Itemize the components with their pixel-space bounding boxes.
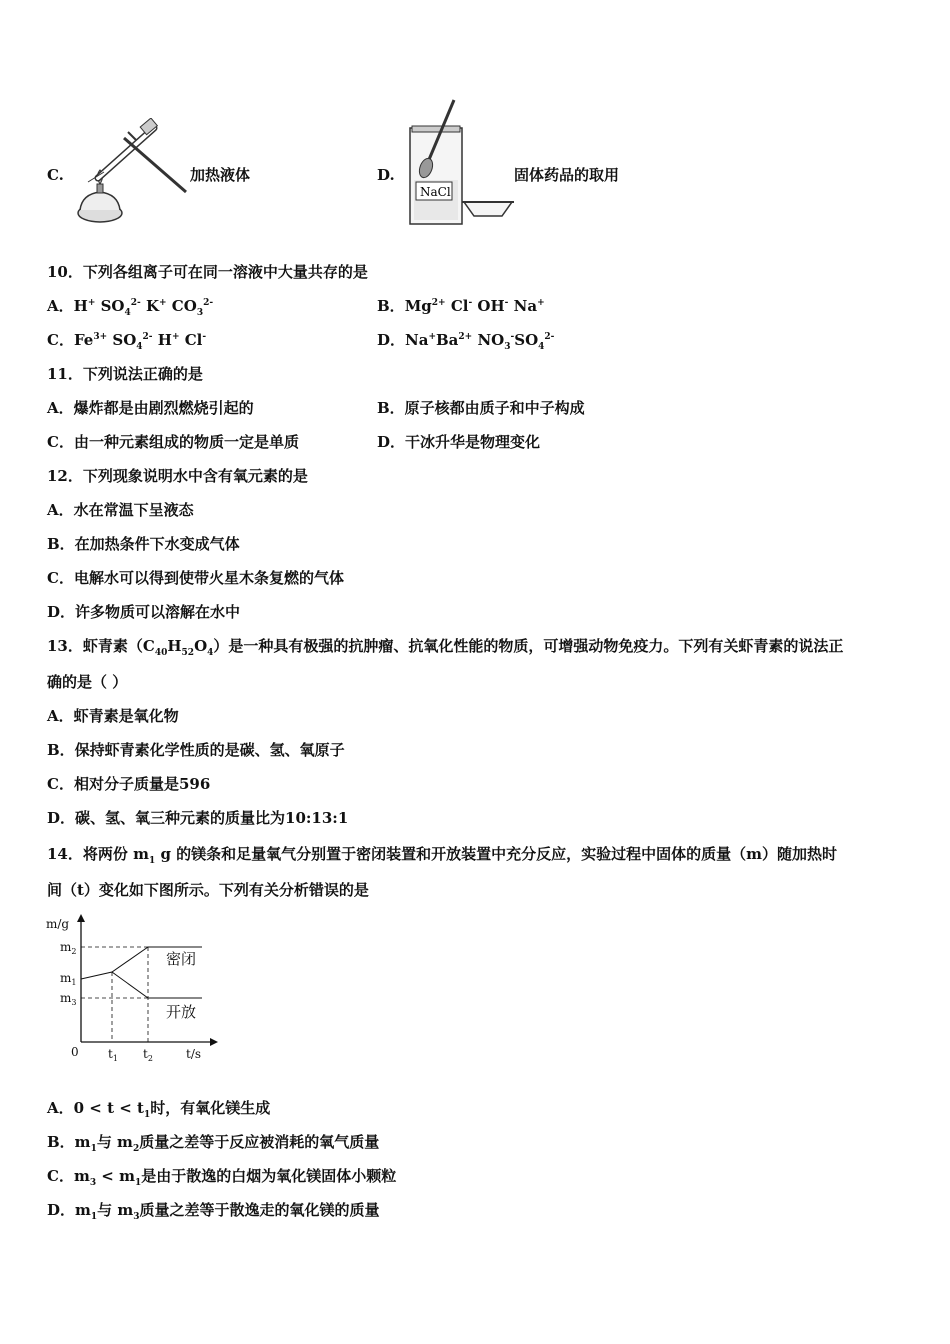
q14-option-c: C．$m_3 < m_1$是由于散逸的白烟为氧化镁固体小颗粒 (47, 1167, 397, 1188)
x-tick-t2: $t_2$ (143, 1047, 153, 1063)
y-tick-m1: $m_1$ (60, 971, 77, 987)
heating-liquid-figure (68, 118, 190, 226)
q9-d-label: D. (377, 166, 395, 184)
q14-option-d: D．$m_1$与 $m_3$质量之差等于散逸走的氧化镁的质量 (47, 1201, 380, 1222)
q14-stem: 14．将两份 $m_1$ g 的镁条和足量氧气分别置于密闭装置和开放装置中充分反应，实验过程中固体的质量（m）随加热时 (47, 845, 838, 866)
mass-time-chart (40, 912, 230, 1068)
q10-stem: 10．下列各组离子可在同一溶液中大量共存的是 (47, 263, 368, 281)
q11-option-a: A．爆炸都是由剧烈燃烧引起的 (47, 399, 254, 417)
nacl-label: NaCl (420, 185, 451, 199)
q13-stem: 13．虾青素$(C_{40}H_{52}O_4)$是一种具有极强的抗肿瘤、抗氧化性能的物质，可增强动物免疫力。下列有关虾青素的说法正 (47, 637, 844, 658)
q13-option-a: A．虾青素是氧化物 (47, 707, 179, 725)
q9-d-text: 固体药品的取用 (514, 166, 620, 184)
y-tick-m3: $m_3$ (60, 991, 77, 1007)
q13-stem-line2: 确的是（ ） (47, 673, 128, 691)
x-tick-t1: $t_1$ (108, 1047, 118, 1063)
solid-reagent-figure (402, 98, 522, 228)
q13-option-d: D．碳、氢、氧三种元素的质量比为10:13:1 (47, 809, 349, 827)
y-axis-arrow (77, 914, 85, 922)
q10-option-d: D．$Na^+Ba^{2+}$ $NO_3^-SO_4^{2-}$ (377, 331, 555, 352)
q9-c-text: 加热液体 (190, 166, 251, 184)
q14-stem-line2: 间（t）变化如下图所示。下列有关分析错误的是 (47, 881, 369, 899)
y-axis-label: m/g (46, 917, 70, 931)
x-axis-label: t/s (186, 1047, 202, 1061)
x-axis-arrow (210, 1038, 218, 1046)
q12-option-a: A．水在常温下呈液态 (47, 501, 194, 519)
q12-option-c: C．电解水可以得到使带火星木条复燃的气体 (47, 569, 344, 587)
q10-option-c: C．$Fe^{3+}$ $SO_4^{2-}$ H+ Cl- (47, 331, 207, 352)
open-series-label: 开放 (166, 1003, 197, 1021)
q11-option-c: C．由一种元素组成的物质一定是单质 (47, 433, 299, 451)
x-tick-zero: 0 (71, 1045, 79, 1059)
q12-option-b: B．在加热条件下水变成气体 (47, 535, 240, 553)
q9-c-label: C. (47, 166, 64, 184)
q11-stem: 11．下列说法正确的是 (47, 365, 203, 383)
q11-option-b: B．原子核都由质子和中子构成 (377, 399, 585, 417)
q10-option-b: B．$Mg^{2+}$ Cl- OH- Na+ (377, 297, 545, 315)
q14-option-b: B．$m_1$与 $m_2$质量之差等于反应被消耗的氧气质量 (47, 1133, 380, 1154)
q11-option-d: D．干冰升华是物理变化 (377, 433, 541, 451)
q12-option-d: D．许多物质可以溶解在水中 (47, 603, 241, 621)
q14-option-a: A．$0 < t < t_1$时，有氧化镁生成 (47, 1099, 271, 1120)
q10-option-a: A．H+ $SO_4^{2-}$ K+ $CO_3^{2-}$ (47, 297, 214, 318)
q13-option-c: C．相对分子质量是596 (47, 775, 211, 793)
closed-series-label: 密闭 (166, 950, 197, 968)
q12-stem: 12．下列现象说明水中含有氧元素的是 (47, 467, 308, 485)
y-tick-m2: $m_2$ (60, 940, 77, 956)
q13-option-b: B．保持虾青素化学性质的是碳、氢、氧原子 (47, 741, 345, 759)
open-series-line (112, 972, 202, 998)
